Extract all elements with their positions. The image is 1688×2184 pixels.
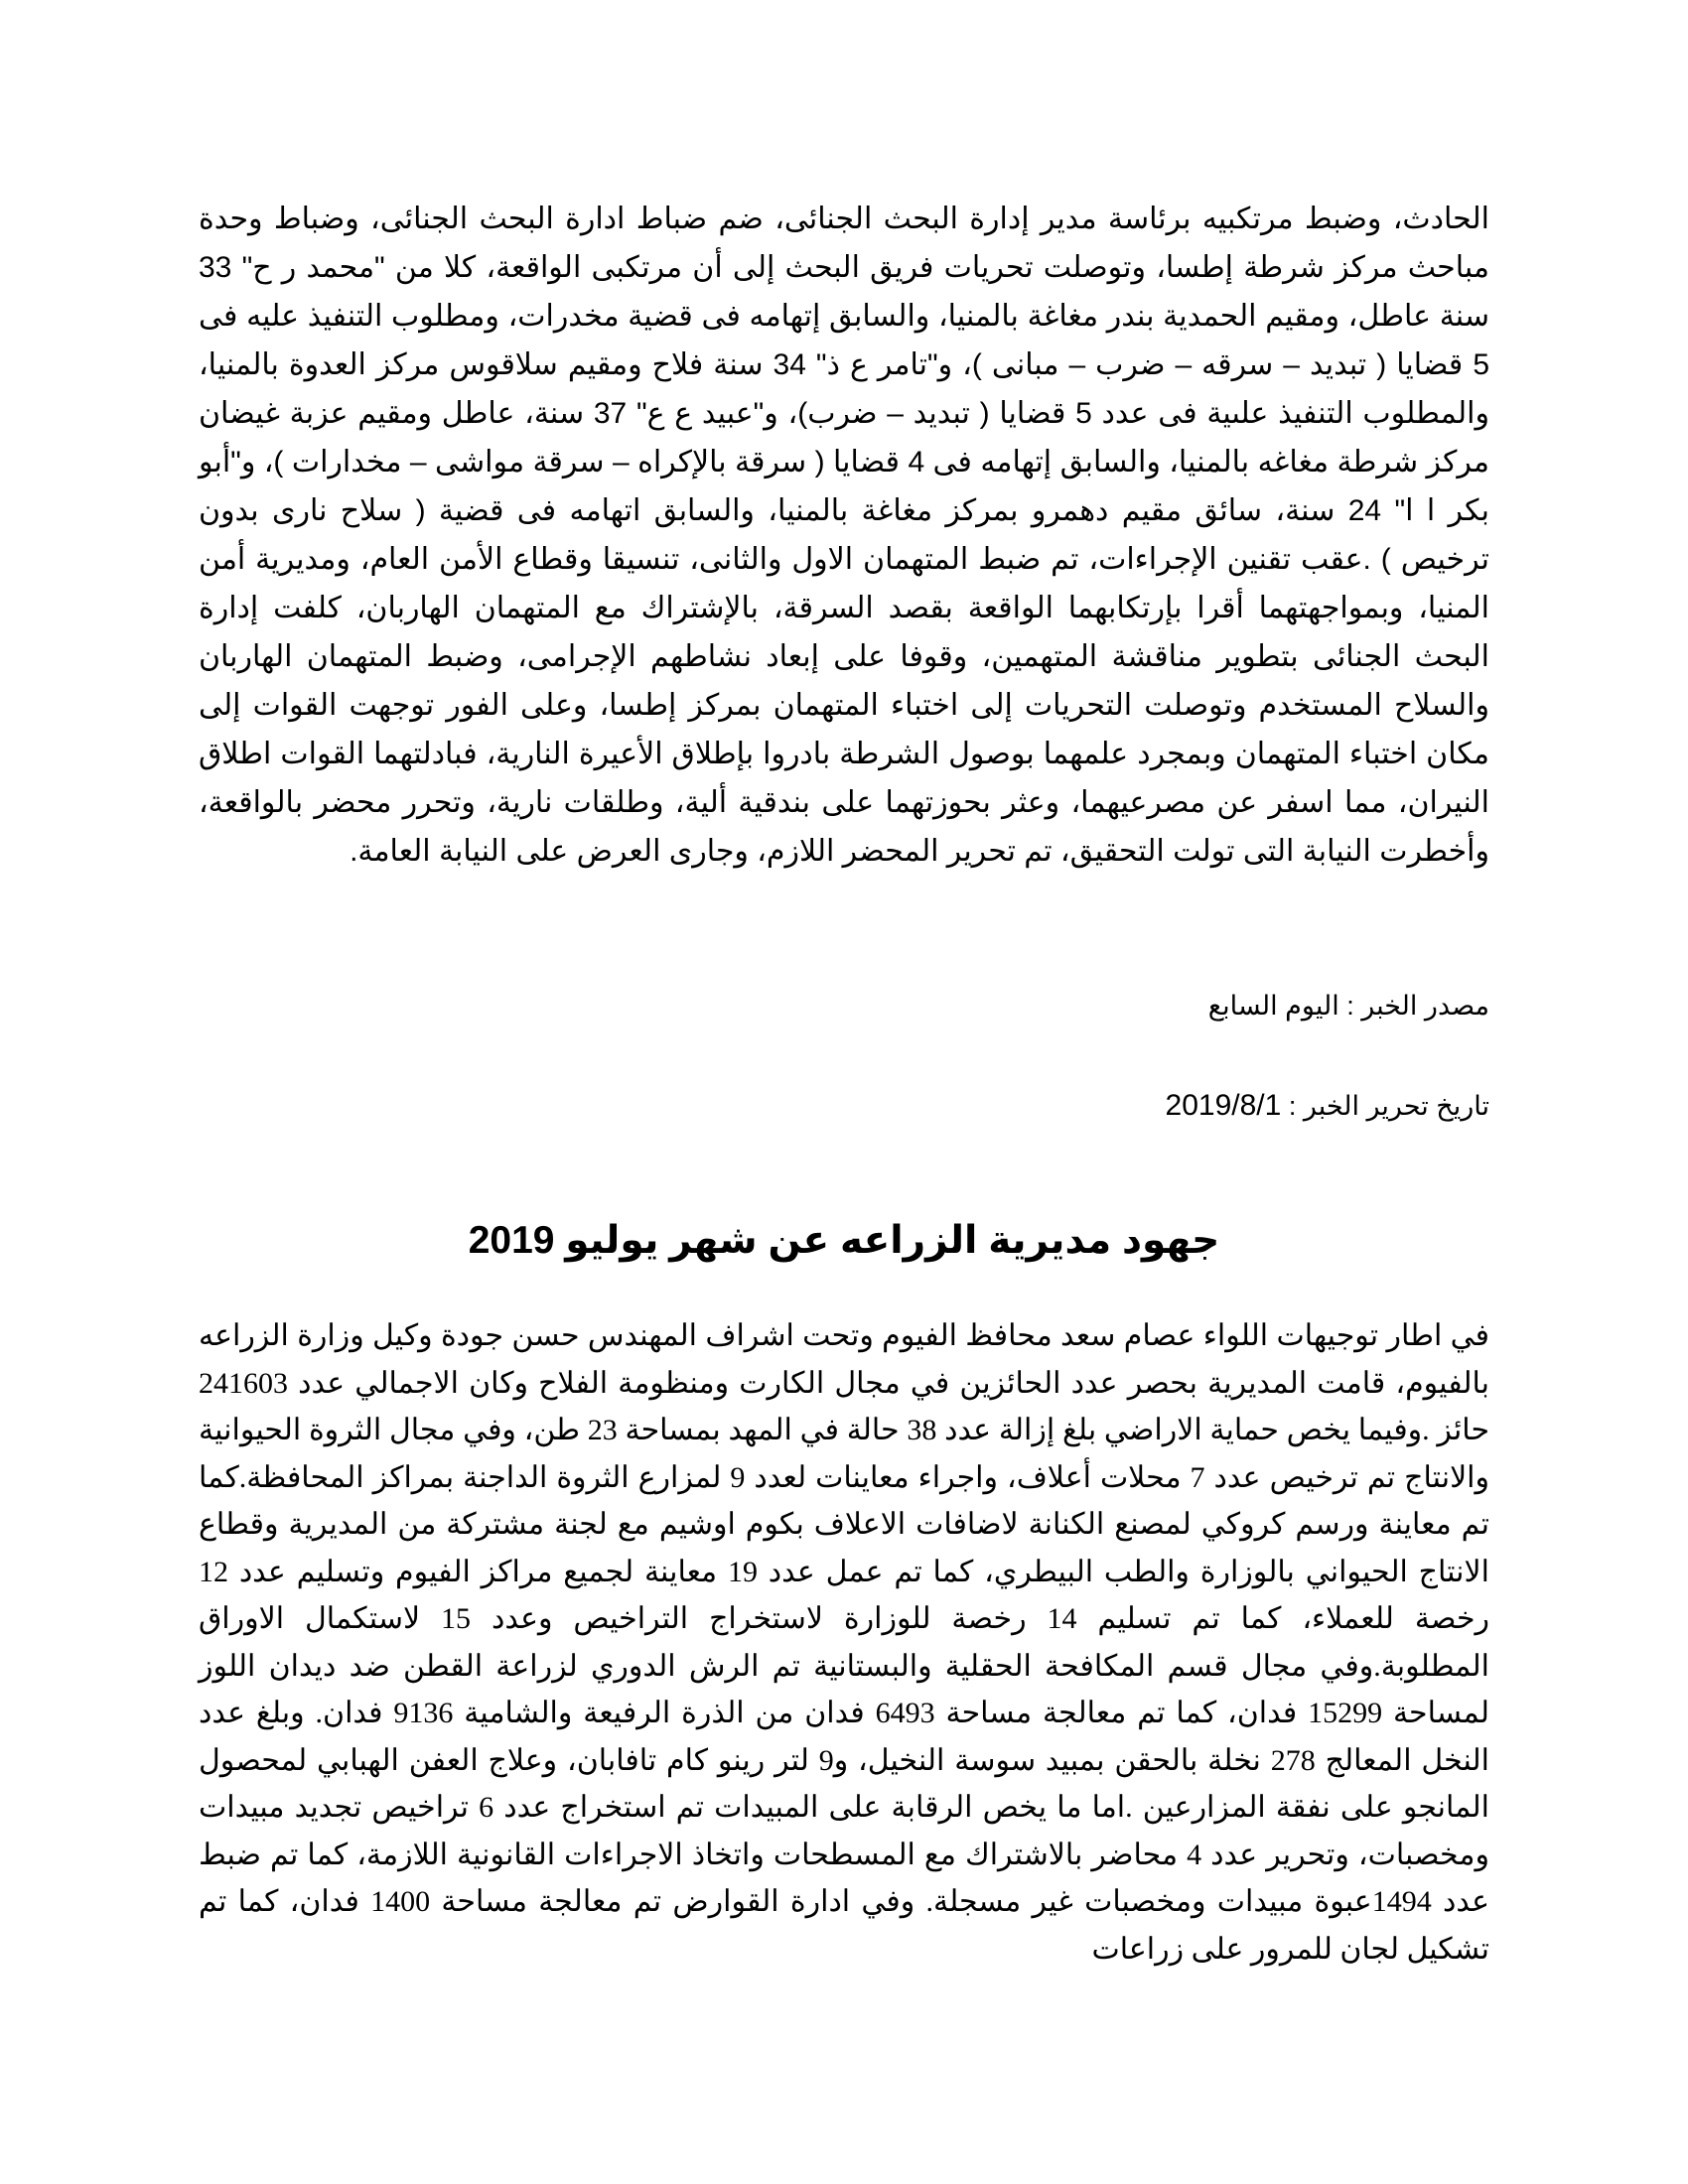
article-2-body: في اطار توجيهات اللواء عصام سعد محافظ الفيوم وتحت اشراف المهندس حسن جودة وكيل وزارة الزراعه بالفيوم، قامت المديرية بحصر عدد الحائزين في مجال الكارت ومنظومة الفلاح وكان الاجمالي عدد 241603 حائز .وفيما يخص حماية الاراضي بلغ إزالة عدد 38 حالة في المهد بمساحة 23 طن، وفي مجال الثروة الحيوانية والانتاج تم ترخيص عدد 7 محلات أعلاف، واجراء معاينات لعدد 9 لمزارع الثروة الداجنة بمراكز المحافظة.كما تم معاينة ورسم كروكي لمصنع الكنانة لاضافات الاعلاف بكوم اوشيم مع لجنة مشتركة من المديرية وقطاع الانتاج الحيواني بالوزارة والطب البيطري، كما تم عمل عدد 19 معاينة لجميع مراكز الفيوم وتسليم عدد 12 رخصة للعملاء، كما تم تسليم 14 رخصة للوزارة لاستخراج التراخيص وعدد 15 لاستكمال الاوراق المطلوبة.وفي مجال قسم المكافحة الحقلية والبستانية تم الرش الدوري لزراعة القطن ضد ديدان اللوز لمساحة 15299 فدان، كما تم معالجة مساحة 6493 فدان من الذرة الرفيعة والشامية 9136 فدان. وبلغ عدد النخل المعالج 278 نخلة بالحقن بمبيد سوسة النخيل، و9 لتر رينو كام تافابان، وعلاج العفن الهبابي لمحصول المانجو على نفقة المزارعين .اما ما يخص الرقابة على المبيدات تم استخراج عدد 6 تراخيص تجديد مبيدات ومخصبات، وتحرير عدد 4 محاضر بالاشتراك مع المسطحات واتخاذ الاجراءات القانونية اللازمة، كما تم ضبط عدد 1494عبوة مبيدات ومخصبات غير مسجلة. وفي ادارة القوارض تم معالجة مساحة 1400 فدان، كما تم تشكيل لجان للمرور على زراعات <box>199 1319 1490 1966</box>
news-date-label: تاريخ تحرير الخبر : <box>1281 1091 1489 1121</box>
news-source: مصدر الخبر : اليوم السابع <box>1207 991 1489 1021</box>
article-2-title: جهود مديرية الزراعه عن شهر يوليو 2019 <box>468 1219 1220 1262</box>
news-date-line <box>199 1086 1489 1126</box>
article-1-body: الحادث، وضبط مرتكبيه برئاسة مدير إدارة البحث الجنائى، ضم ضباط ادارة البحث الجنائى، وضباط وحدة مباحث مركز شرطة إطسا، وتوصلت تحريات فريق البحث إلى أن مرتكبى الواقعة، كلا من "محمد ر ح" 33 سنة عاطل، ومقيم الحمدية بندر مغاغة بالمنيا، والسابق إتهامه فى قضية مخدرات، ومطلوب التنفيذ عليه فى 5 قضايا ( تبديد – سرقه – ضرب – مبانى )، و"تامر ع ذ" 34 سنة فلاح ومقيم سلاقوس مركز العدوة بالمنيا، والمطلوب التنفيذ علىية فى عدد 5 قضايا ( تبديد – ضرب)، و"عبيد ع ع" 37 سنة، عاطل ومقيم عزبة غيضان مركز شرطة مغاغه بالمنيا، والسابق إتهامه فى 4 قضايا ( سرقة بالإكراه – سرقة مواشى – مخدارات )، و"أبو بكر ا ا" 24 سنة، سائق مقيم دهمرو بمركز مغاغة بالمنيا، والسابق اتهامه فى قضية ( سلاح نارى بدون ترخيص ) .عقب تقنين الإجراءات، تم ضبط المتهمان الاول والثانى، تنسيقا وقطاع الأمن العام، ومديرية أمن المنيا، وبمواجهتهما أقرا بإرتكابهما الواقعة بقصد السرقة، بالإشتراك مع المتهمان الهاربان، كلفت إدارة البحث الجنائى بتطوير مناقشة المتهمين، وقوفا على إبعاد نشاطهم الإجرامى، وضبط المتهمان الهاربان والسلاح المستخدم وتوصلت التحريات إلى اختباء المتهمان بمركز إطسا، وعلى الفور توجهت القوات إلى مكان اختباء المتهمان وبمجرد علمهما بوصول الشرطة بادروا بإطلاق الأعيرة النارية، فبادلتهما القوات اطلاق النيران، مما اسفر عن مصرعيهما، وعثر بحوزتهما على بندقية ألية، وطلقات نارية، وتحرر محضر بالواقعة، وأخطرت النيابة التى تولت التحقيق، تم تحرير المحضر اللازم، وجارى العرض على النيابة العامة. <box>199 203 1489 868</box>
news-date-value: 2019/8/1 <box>1165 1089 1282 1122</box>
